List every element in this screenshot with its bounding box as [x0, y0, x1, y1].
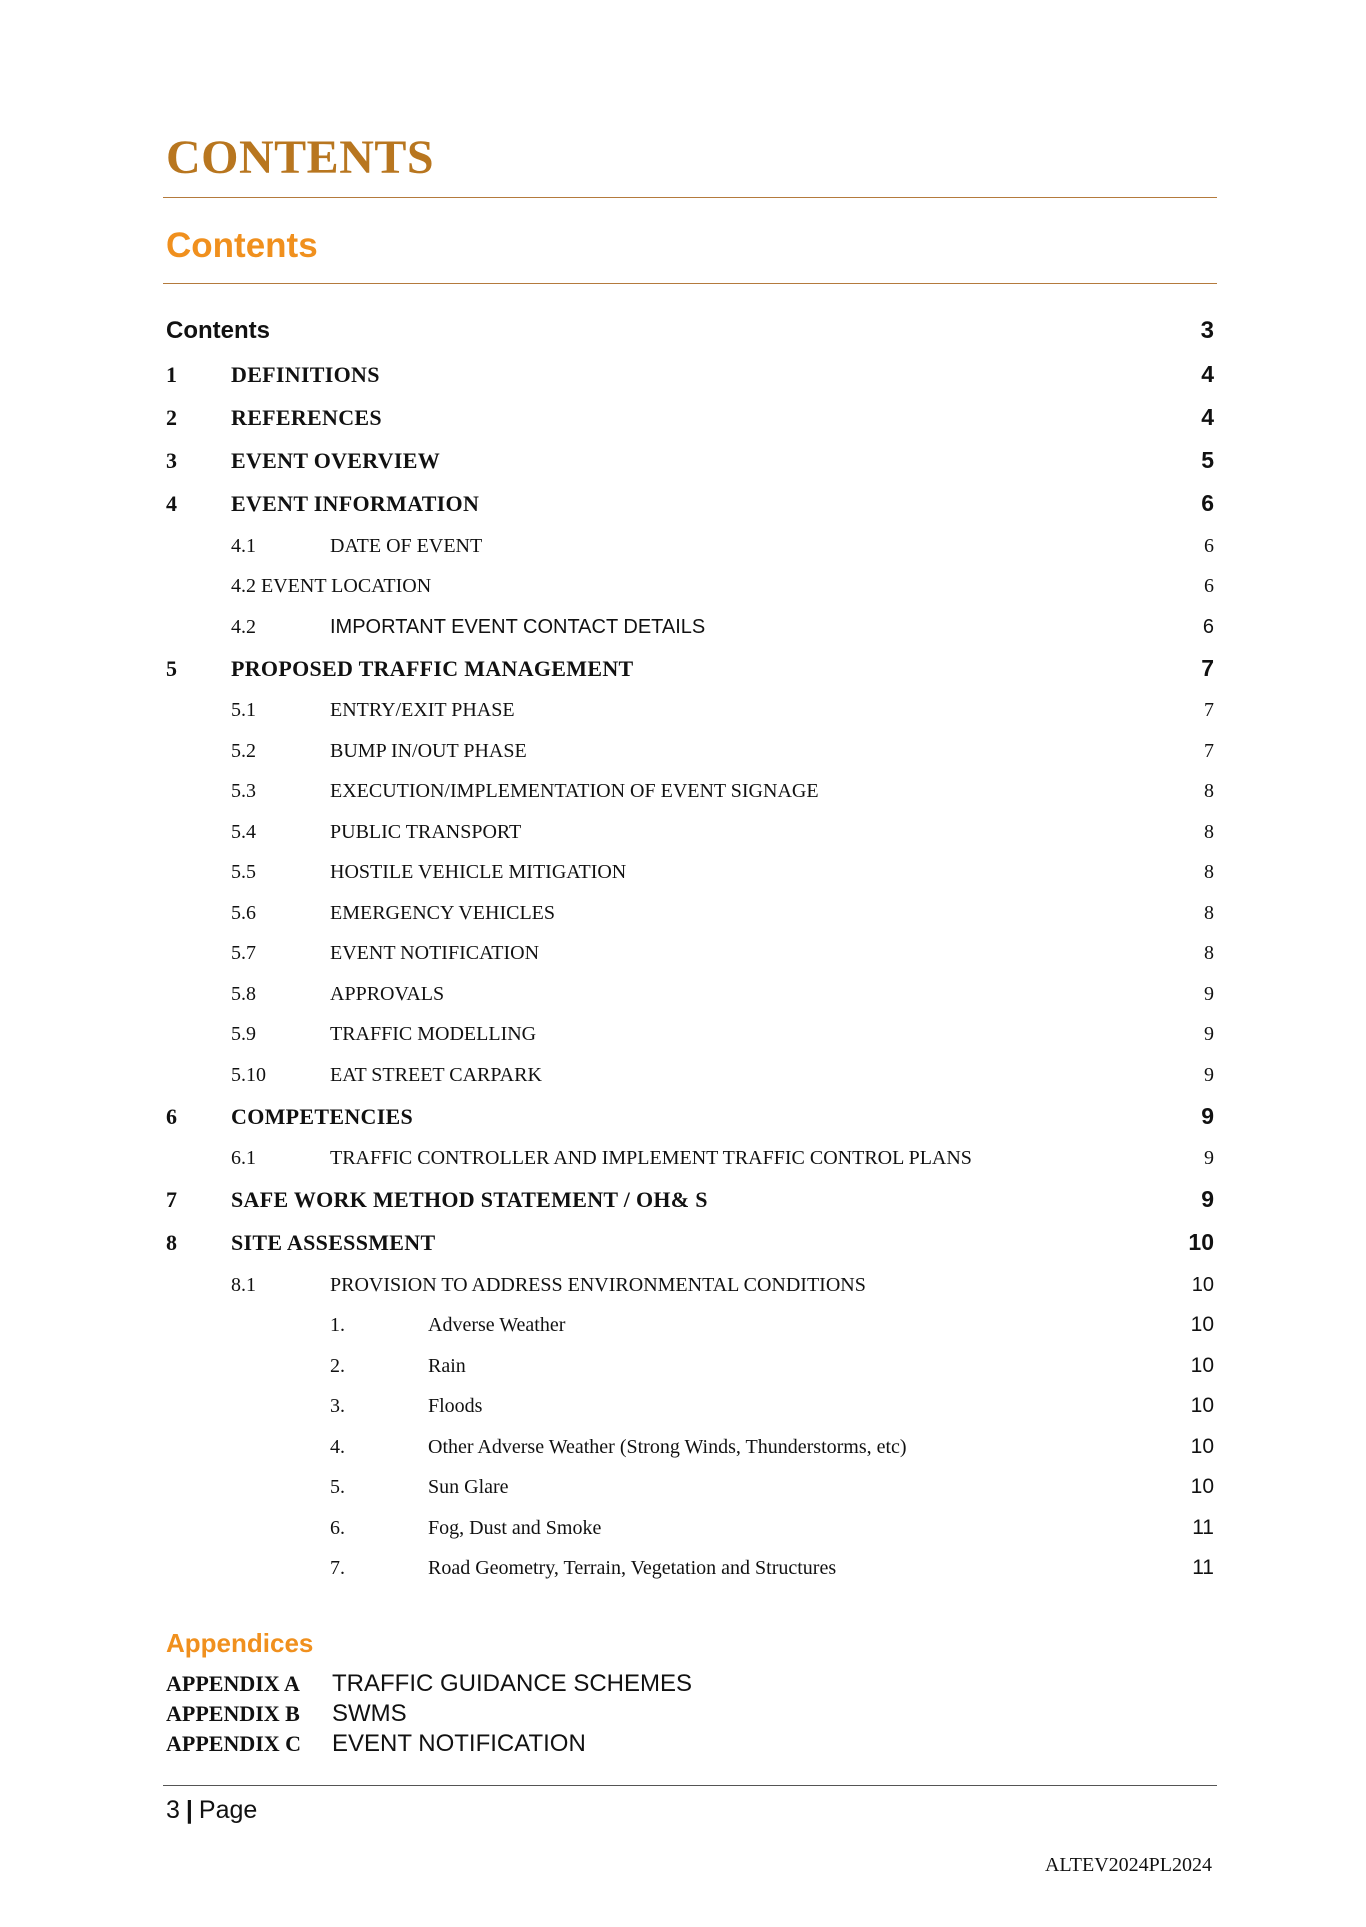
- toc-entry-number: 5.8: [231, 982, 256, 1005]
- toc-entry-title: TRAFFIC MODELLING: [330, 1023, 537, 1045]
- toc-entry-number: 8: [166, 1230, 177, 1255]
- toc-entry-title: SAFE WORK METHOD STATEMENT / OH& S: [231, 1187, 708, 1212]
- toc-entry-page: 10: [1190, 1313, 1214, 1336]
- appendix-entry[interactable]: [166, 1670, 692, 1700]
- appendix-list: [166, 1670, 692, 1760]
- toc-entry-page: 10: [1190, 1434, 1214, 1458]
- toc-entry-number: 1.: [330, 1314, 345, 1336]
- toc-entry-page: 10: [1188, 1229, 1214, 1255]
- toc-entry-title: EXECUTION/IMPLEMENTATION OF EVENT SIGNAGE: [330, 780, 819, 802]
- contents-heading: Contents: [166, 226, 318, 265]
- toc-entry-title: APPROVALS: [330, 982, 445, 1005]
- toc-entry-number: 5.9: [231, 1023, 256, 1045]
- toc-entry-title: 4.2 EVENT LOCATION: [231, 575, 432, 597]
- appendix-key: APPENDIX A: [166, 1671, 300, 1696]
- toc-entry-title: PROVISION TO ADDRESS ENVIRONMENTAL CONDITIONS: [330, 1273, 866, 1296]
- toc-entry-number: 5.: [330, 1476, 345, 1498]
- toc-entry-title: Contents: [166, 317, 270, 344]
- document-code: ALTEV2024PL2024: [1044, 1854, 1212, 1876]
- page-label: Page: [198, 1796, 258, 1824]
- toc-entry-page: 10: [1191, 1273, 1214, 1296]
- toc-entry[interactable]: [166, 1345, 1214, 1386]
- toc-entry[interactable]: [166, 1178, 1214, 1221]
- toc-entry-page: 9: [1204, 1063, 1214, 1086]
- toc-entry-title: Fog, Dust and Smoke: [428, 1516, 602, 1539]
- toc-entry-title: ENTRY/EXIT PHASE: [330, 699, 515, 721]
- toc-entry[interactable]: [166, 525, 1214, 566]
- toc-entry-number: 2.: [330, 1354, 345, 1377]
- toc-entry-page: 10: [1190, 1394, 1214, 1417]
- toc-entry-page: 7: [1204, 699, 1214, 721]
- toc-entry-title: Floods: [428, 1395, 483, 1417]
- toc-entry-number: 5.4: [231, 820, 256, 843]
- toc-entry-number: 6.1: [231, 1147, 256, 1169]
- toc-entry-number: 5.2: [231, 739, 256, 762]
- toc-entry-title: Road Geometry, Terrain, Vegetation and Structures: [428, 1557, 837, 1579]
- toc-entry-page: 3: [1200, 317, 1214, 344]
- toc-entry[interactable]: [166, 1138, 1214, 1179]
- toc-entry-title: DATE OF EVENT: [330, 534, 483, 557]
- toc-entry-number: 6: [166, 1103, 177, 1129]
- appendix-key: APPENDIX B: [166, 1701, 300, 1726]
- toc-entry-page: 7: [1204, 739, 1214, 762]
- toc-entry-page: 6: [1204, 534, 1214, 557]
- toc-entry[interactable]: [166, 973, 1214, 1014]
- toc-entry-title: Sun Glare: [428, 1476, 509, 1498]
- toc-entry-title: IMPORTANT EVENT CONTACT DETAILS: [330, 615, 706, 638]
- toc-entry-title: EVENT OVERVIEW: [231, 448, 441, 473]
- toc-entry-page: 6: [1204, 575, 1214, 597]
- toc-entry[interactable]: [166, 606, 1214, 647]
- toc-entry-title: COMPETENCIES: [231, 1103, 414, 1129]
- toc-entry-page: 9: [1204, 1147, 1214, 1169]
- toc-entry-page: 9: [1204, 982, 1214, 1005]
- appendix-title: EVENT NOTIFICATION: [332, 1730, 586, 1757]
- toc-entry[interactable]: [166, 1221, 1214, 1264]
- toc-entry-number: 1: [166, 362, 177, 387]
- toc-entry-number: 7.: [330, 1557, 345, 1579]
- toc-entry[interactable]: [166, 1264, 1214, 1305]
- toc-entry-title: SITE ASSESSMENT: [231, 1230, 436, 1255]
- toc-entry[interactable]: [166, 482, 1214, 525]
- toc-entry-page: 8: [1204, 780, 1214, 802]
- toc-entry-page: 11: [1192, 1515, 1214, 1539]
- toc-entry-title: PROPOSED TRAFFIC MANAGEMENT: [231, 655, 634, 681]
- contents-divider: [163, 283, 1217, 284]
- toc-entry-page: 8: [1204, 820, 1214, 843]
- toc-entry-title: Rain: [428, 1354, 466, 1377]
- toc-entry[interactable]: [166, 1014, 1214, 1055]
- appendix-key: APPENDIX C: [166, 1731, 302, 1756]
- toc-entry[interactable]: [166, 892, 1214, 933]
- toc-entry-number: 6.: [330, 1516, 345, 1539]
- page-title: CONTENTS: [166, 131, 435, 184]
- toc-entry[interactable]: [166, 353, 1214, 396]
- title-divider: [163, 197, 1217, 198]
- toc-entry[interactable]: [166, 771, 1214, 812]
- toc-entry[interactable]: [166, 730, 1214, 771]
- toc-entry-page: 9: [1201, 1102, 1214, 1129]
- toc-entry-number: 2: [166, 405, 177, 430]
- toc-entry-title: EVENT NOTIFICATION: [330, 942, 540, 964]
- toc-entry-page: 6: [1202, 615, 1214, 638]
- toc-entry-page: 8: [1204, 901, 1214, 924]
- toc-entry[interactable]: [166, 690, 1214, 731]
- toc-entry[interactable]: [166, 1507, 1214, 1548]
- toc-entry-number: 4.2: [231, 615, 256, 638]
- toc-entry[interactable]: [166, 308, 1214, 353]
- toc-entry[interactable]: [166, 811, 1214, 852]
- toc-entry-page: 10: [1190, 1475, 1214, 1498]
- toc-entry-page: 7: [1201, 654, 1214, 681]
- toc-entry[interactable]: [166, 1095, 1214, 1138]
- toc-entry-number: 5.10: [231, 1063, 266, 1086]
- footer-page-number: [166, 1793, 257, 1827]
- toc-entry-number: 5.6: [231, 901, 256, 924]
- toc-entry-title: DEFINITIONS: [231, 362, 380, 387]
- toc-entry-page: 11: [1192, 1556, 1214, 1579]
- toc-entry-title: EAT STREET CARPARK: [330, 1063, 542, 1086]
- appendix-entry[interactable]: [166, 1730, 692, 1760]
- toc-entry-number: 4.1: [231, 534, 256, 557]
- toc-entry-page: 4: [1201, 404, 1214, 430]
- appendix-title: SWMS: [332, 1700, 407, 1727]
- toc-entry-page: 4: [1201, 361, 1214, 387]
- toc-entry-title: EMERGENCY VEHICLES: [330, 901, 555, 924]
- toc-entry-page: 9: [1204, 1023, 1214, 1045]
- toc-entry[interactable]: [166, 852, 1214, 893]
- appendix-title: TRAFFIC GUIDANCE SCHEMES: [332, 1670, 693, 1697]
- toc-entry[interactable]: [166, 1305, 1214, 1346]
- toc-entry-number: 5: [166, 655, 177, 681]
- toc-entry[interactable]: [166, 566, 1214, 607]
- page-separator: |: [185, 1796, 193, 1824]
- appendix-entry[interactable]: [166, 1700, 692, 1730]
- toc-entry-page: 9: [1201, 1186, 1214, 1212]
- toc-entry-title: TRAFFIC CONTROLLER AND IMPLEMENT TRAFFIC CONTROL PLANS: [330, 1147, 972, 1169]
- toc-entry-page: 6: [1201, 490, 1214, 516]
- toc-entry[interactable]: [166, 933, 1214, 974]
- appendices-heading: Appendices: [166, 1628, 314, 1658]
- toc-entry-number: 5.1: [231, 699, 256, 721]
- page-number: 3: [166, 1796, 180, 1824]
- toc-entry[interactable]: [166, 439, 1214, 482]
- toc-entry[interactable]: [166, 396, 1214, 439]
- toc-entry-number: 8.1: [231, 1273, 256, 1296]
- toc-entry[interactable]: [166, 647, 1214, 690]
- toc-entry[interactable]: [166, 1386, 1214, 1427]
- toc-entry-page: 8: [1204, 861, 1214, 883]
- toc-entry-page: 10: [1190, 1353, 1214, 1377]
- toc-entry-page: 5: [1201, 447, 1214, 473]
- toc-entry[interactable]: [166, 1054, 1214, 1095]
- toc-entry-title: PUBLIC TRANSPORT: [330, 820, 522, 843]
- footer-divider: [163, 1785, 1217, 1786]
- toc-entry-number: 7: [166, 1187, 177, 1212]
- toc-entry-title: EVENT INFORMATION: [231, 491, 480, 516]
- toc-entry-number: 4.: [330, 1435, 345, 1458]
- toc-entry-title: BUMP IN/OUT PHASE: [330, 739, 527, 762]
- toc-entry-title: REFERENCES: [231, 405, 382, 430]
- toc-entry-number: 3: [166, 448, 177, 473]
- toc-entry-title: Other Adverse Weather (Strong Winds, Thunderstorms, etc): [428, 1435, 907, 1458]
- toc-entry-number: 5.7: [231, 942, 256, 964]
- toc-entry[interactable]: [166, 1426, 1214, 1467]
- table-of-contents: [166, 308, 1214, 1588]
- toc-entry-title: HOSTILE VEHICLE MITIGATION: [330, 861, 627, 883]
- toc-entry-number: 5.5: [231, 861, 256, 883]
- toc-entry-number: 5.3: [231, 780, 256, 802]
- toc-entry[interactable]: [166, 1548, 1214, 1589]
- toc-entry[interactable]: [166, 1467, 1214, 1508]
- toc-entry-page: 8: [1204, 942, 1214, 964]
- toc-entry-number: 3.: [330, 1395, 345, 1417]
- toc-entry-title: Adverse Weather: [428, 1314, 566, 1336]
- toc-entry-number: 4: [166, 491, 177, 516]
